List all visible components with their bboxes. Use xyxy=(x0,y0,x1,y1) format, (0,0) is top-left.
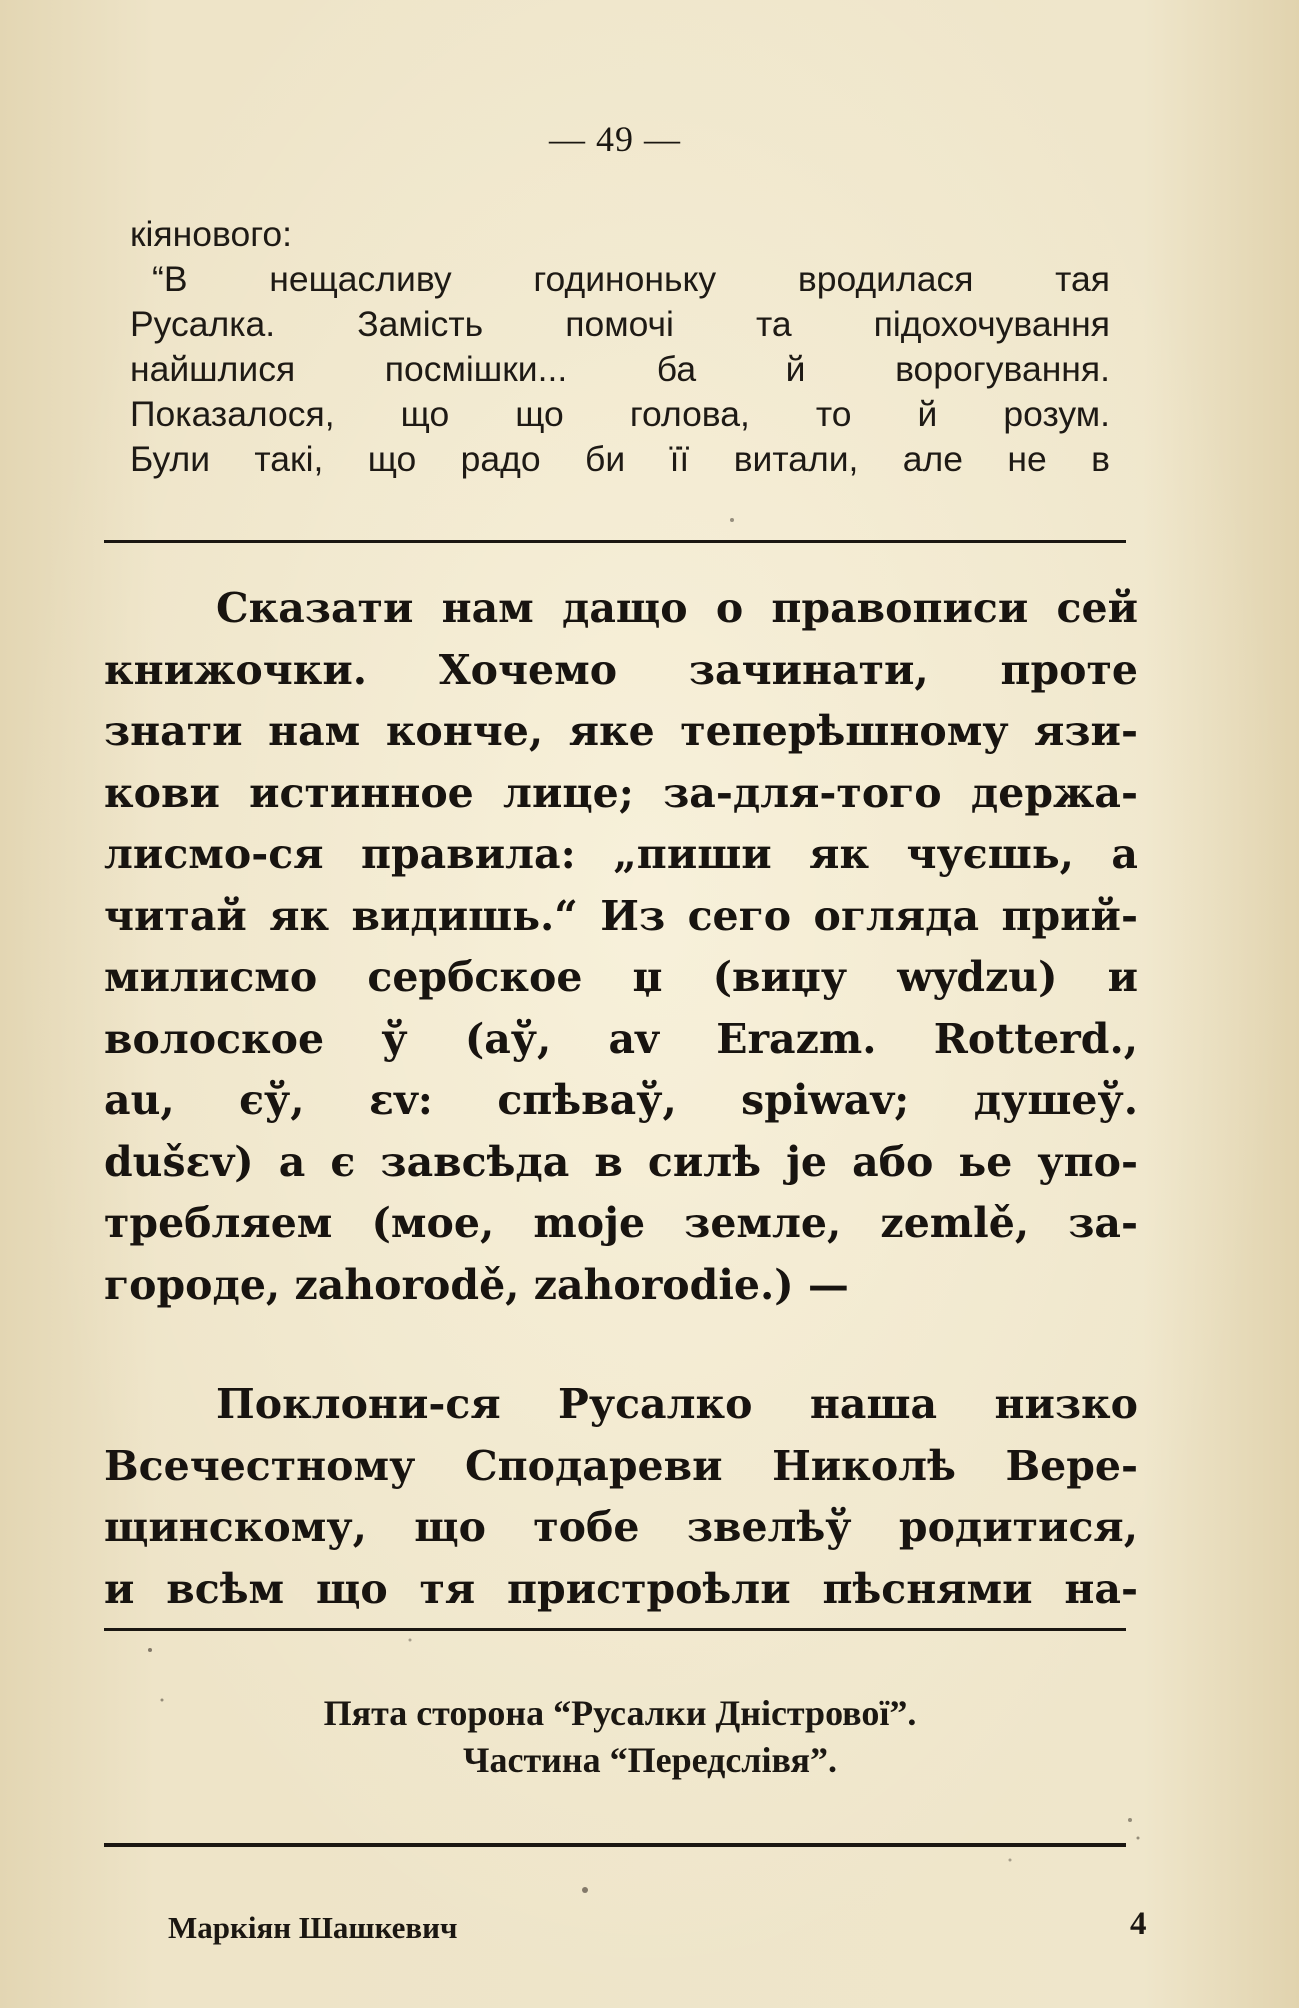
footer-author: Маркіян Шашкевич xyxy=(168,1910,458,1945)
quote-line: “В нещасливу годиноньку вродилася тая xyxy=(152,259,1110,299)
quote-line: найшлися посмішки... ба й ворогування. xyxy=(130,349,1110,389)
divider-rule xyxy=(104,1843,1126,1847)
text-line: Сказати нам дащо о правописи сей xyxy=(216,584,1138,632)
text-line: читай як видишь.“ Из сего огляда прий- xyxy=(104,891,1138,940)
text-line: книжочки. Хочемо зачинати, проте xyxy=(104,645,1138,694)
quote-line: кіянового: xyxy=(130,214,292,254)
text-line: щинскому, що тобе звелѣў родитися, xyxy=(104,1503,1138,1551)
text-line: городе, zahorodě, zahorodie.) — xyxy=(104,1260,849,1309)
page-number: — 49 — xyxy=(549,119,681,159)
quote-line: Були такі, що радо би її витали, але не в xyxy=(130,439,1110,479)
caption-line: Пята сторона “Русалки Дністрової”. xyxy=(323,1693,917,1733)
signature-mark: 4 xyxy=(1130,1906,1147,1942)
caption-line: Частина “Передслівя”. xyxy=(463,1740,837,1780)
text-line: Всечестному Сподареви Николѣ Вере- xyxy=(104,1441,1138,1490)
text-line: лисмо-ся правила: „пиши як чуєшь, а xyxy=(104,830,1138,878)
text-line: dušεv) а є завсѣда в силѣ je або ье упо- xyxy=(104,1137,1138,1186)
text-line: милисмо сербское џ (виџу wydzu) и xyxy=(104,953,1138,1001)
image-caption xyxy=(0,1690,1240,1784)
paragraph-gap xyxy=(104,1316,1138,1374)
text-line: знати нам конче, яке теперѣшному язи- xyxy=(104,707,1138,755)
divider-rule xyxy=(104,1628,1126,1631)
divider-rule xyxy=(104,540,1126,543)
text-line: кови истинное лице; за-для-того держа- xyxy=(104,768,1138,817)
quote-line: Русалка. Замість помочі та підохочування xyxy=(130,304,1110,344)
text-line: требляем (мое, moje земле, zemlě, за- xyxy=(104,1199,1138,1247)
text-line: волоское ў (аў, av Erazm. Rotterd., xyxy=(104,1014,1138,1063)
quote-block xyxy=(130,212,1110,482)
text-line: au, єў, εv: спѣваў, spiwav; душеў. xyxy=(104,1076,1138,1124)
text-line: и всѣм що тя пристроѣли пѣснями на- xyxy=(104,1564,1138,1613)
quote-line: Показалося, що що голова, то й розум. xyxy=(130,394,1110,434)
facsimile-text xyxy=(104,578,1138,1620)
text-line: Поклони-ся Русалко наша низко xyxy=(216,1380,1138,1428)
